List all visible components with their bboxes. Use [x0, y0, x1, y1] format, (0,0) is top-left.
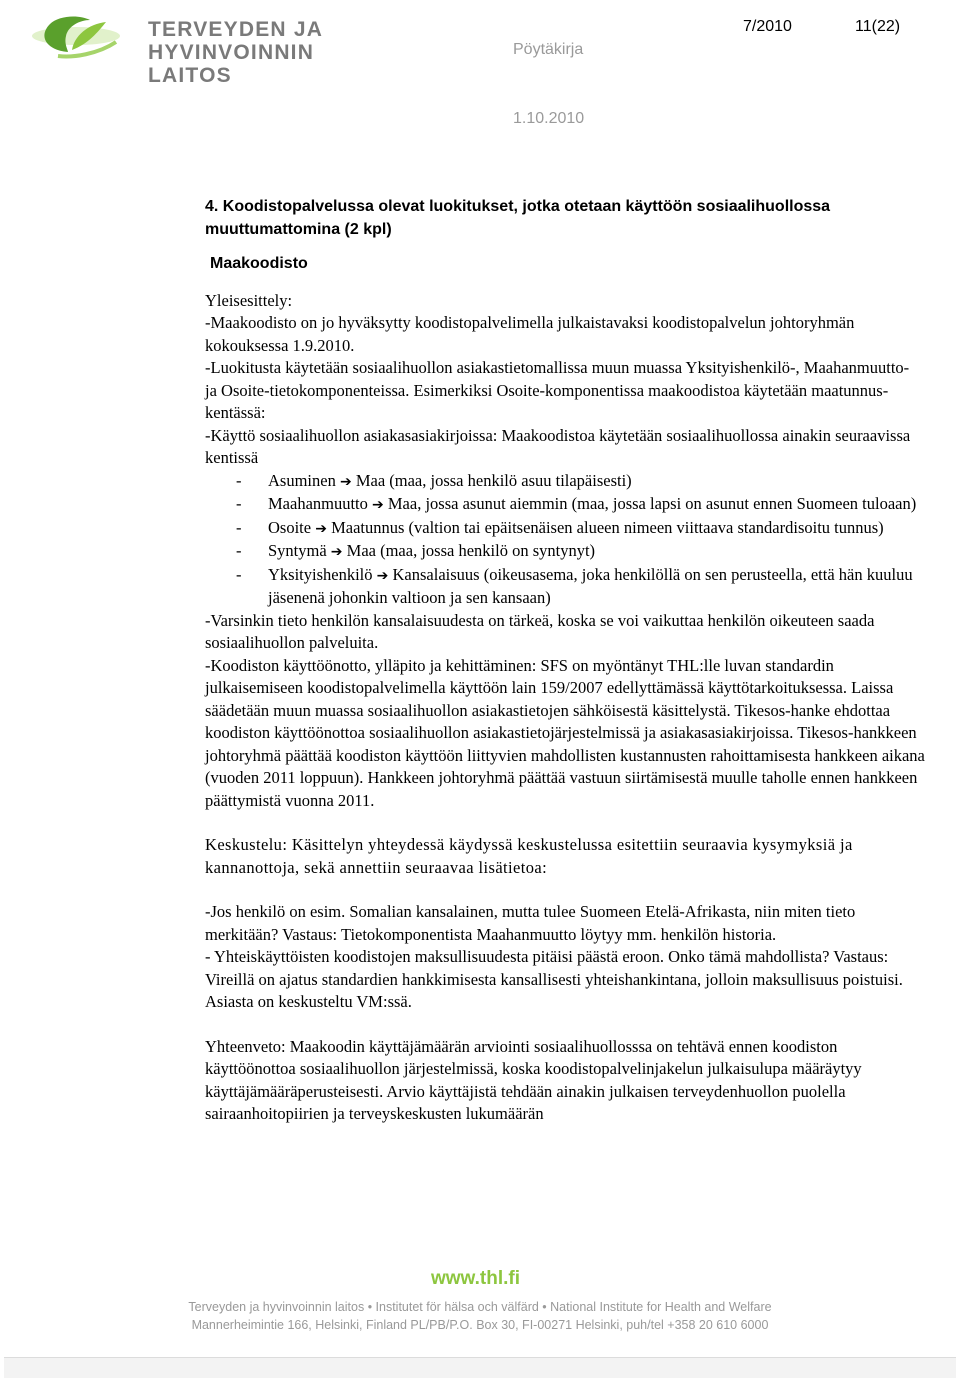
section-heading-line2: muuttumattomina (2 kpl) [205, 220, 392, 238]
leaf-logo-icon [28, 6, 123, 64]
intro-label: Yleisesittely: [205, 290, 293, 310]
list-desc: Maa (maa, jossa henkilö asuu tilapäisesti) [355, 470, 632, 490]
arrow-right-icon: ➔ [372, 497, 384, 513]
document-body [205, 196, 925, 1126]
page-number: 11(22) [855, 18, 901, 35]
list-term: Yksityishenkilö [268, 564, 373, 584]
list-item: - Yksityishenkilö ➔ Kansalaisuus (oikeusasema, joka henkilöllä on sen perusteella, että hän kuuluu jäsenenä johonkin valtioon ja sen kansaan) [236, 564, 913, 607]
paragraph-2: -Luokitusta käytetään sosiaalihuollon asiakastietomallissa muun muassa Yksityishenkilö-, Maahanmuutto- ja Osoite-tietokomponenteissa. Esimerkiksi Osoite-komponentissa maakoodistoa käytetään maatunnus-kentässä: [205, 358, 910, 422]
discussion-paragraph: Keskustelu: Käsittelyn yhteydessä käydyssä keskustelussa esitettiin seuraavia kysymyksiä ja kannanottoja, sekä annettiin seuraavaa lisätietoa: [205, 835, 853, 877]
list-term: Maahanmuutto [268, 494, 368, 513]
subheading: Maakoodisto [210, 255, 308, 272]
arrow-right-icon: ➔ [330, 544, 343, 560]
paragraph-1: -Maakoodisto on jo hyväksytty koodistopalvelimella julkaistavaksi koodistopalvelun johtoryhmän kokouksessa 1.9.2010. [205, 313, 855, 355]
question-2: - Yhteiskäyttöisten koodistojen maksullisuudesta pitäisi päästä eroon. Onko tämä mahdollista? Vastaus: Vireillä on ajatus standardien hankkimisesta kansallisesti yhteishankintana, jolloin maksullisuus poistuisi. Asiasta on keskusteltu VM:ssä. [205, 947, 903, 1011]
footer-org-line: Terveyden ja hyvinvoinnin laitos • Institutet för hälsa och välfärd • National Institute for Health and Welfare [188, 1300, 772, 1314]
thl-logo [28, 6, 378, 87]
footer-address-line: Mannerheimintie 166, Helsinki, Finland PL/PB/P.O. Box 30, FI-00271 Helsinki, puh/tel +358 20 610 6000 [191, 1318, 769, 1332]
summary-paragraph: Yhteenveto: Maakoodin käyttäjämäärän arviointi sosiaalihuollosssa on tehtävä ennen koodiston käyttöönottoa sosiaalihuollon järjestelmissä, koska koodistopalvelinjakelun julkaisulupa määräytyy käyttäjämääräperusteisesti. Arvio käyttäjistä tehdään ainakin julkaisen terveydenhuollon puolella sairaanhoitopiirien ja terveyskeskusten lukumäärän [205, 1036, 862, 1123]
field-list [205, 470, 925, 610]
arrow-right-icon: ➔ [339, 473, 352, 490]
doc-number: 7/2010 [743, 18, 792, 35]
doc-type: Pöytäkirja [513, 41, 584, 58]
list-term: Asuminen [268, 470, 336, 490]
arrow-right-icon: ➔ [376, 567, 389, 584]
org-name-line2: HYVINVOINNIN LAITOS [148, 41, 315, 87]
section-heading-line1: 4. Koodistopalvelussa olevat luokitukset, jotka otetaan käyttöön sosiaalihuollossa [205, 198, 831, 215]
list-desc: Maatunnus (valtion tai epäitsenäisen alueen nimeen viittaava standardisoitu tunnus) [331, 517, 884, 537]
paragraph-4: -Varsinkin tieto henkilön kansalaisuudesta on tärkeä, koska se voi vaikuttaa henkilön oikeuteen saada sosiaalihuollon palveluita. [205, 610, 875, 652]
list-term: Osoite [268, 517, 312, 537]
question-1: -Jos henkilö on esim. Somalian kansalainen, mutta tulee Suomeen Etelä-Afrikasta, niin miten tieto merkitään? Vastaus: Tietokomponentista Maahanmuutto löytyy mm. henkilön historia. [205, 902, 856, 944]
list-item: - Osoite ➔ Maatunnus (valtion tai epäitsenäisen alueen nimeen viittaava standardisoitu tunnus) [236, 517, 884, 537]
list-desc: Maa (maa, jossa henkilö on syntynyt) [346, 541, 596, 560]
bottom-bar [4, 1357, 956, 1378]
section-heading [205, 196, 925, 241]
list-item: - Asuminen ➔ Maa (maa, jossa henkilö asuu tilapäisesti) [236, 470, 632, 490]
doc-date: 1.10.2010 [513, 110, 585, 127]
list-item: - Syntymä ➔ Maa (maa, jossa henkilö on syntynyt) [236, 541, 596, 560]
arrow-right-icon: ➔ [315, 520, 327, 537]
list-item: - Maahanmuutto ➔ Maa, jossa asunut aiemmin (maa, jossa lapsi on asunut ennen Suomeen tuloaan) [236, 494, 917, 513]
paragraph-5: -Koodiston käyttöönotto, ylläpito ja kehittäminen: SFS on myöntänyt THL:lle luvan standardin julkaisemiseen koodistopalvelimella käyttöön lain 159/2007 edellyttämässä käyttötarkoituksessa. Laissa säädetään muun muassa sosiaalihuollon asiakastietojen sähköisestä käsittelystä. Tikesos-hanke ehdottaa koodiston käyttöönottoa sosiaalihuollon asiakastietojärjestelmissä ja asiakasasiakirjoissa. Tikesos-hankkeen johtoryhmä päättää koodiston käyttöön liittyvien mahdollisten kustannusten rahoittamisesta hankkeen aikana (vuoden 2011 loppuun). Hankkeen johtoryhmä päättää vastuun siirtämisestä muulle taholle ennen hankkeen päättymistä vuonna 2011. [205, 655, 925, 810]
list-term: Syntymä [268, 541, 327, 560]
website-link[interactable]: www.thl.fi [431, 1268, 521, 1289]
org-name-line1: TERVEYDEN JA [148, 18, 324, 41]
paragraph-3: -Käyttö sosiaalihuollon asiakasasiakirjoissa: Maakoodistoa käytetään sosiaalihuollossa ainakin seuraavissa kentissä [205, 425, 911, 467]
list-desc: Maa, jossa asunut aiemmin (maa, jossa lapsi on asunut ennen Suomeen tuloaan) [387, 494, 917, 513]
list-desc: Kansalaisuus (oikeusasema, joka henkilöllä on sen perusteella, että hän kuuluu jäsenenä johonkin valtioon ja sen kansaan) [268, 564, 913, 607]
